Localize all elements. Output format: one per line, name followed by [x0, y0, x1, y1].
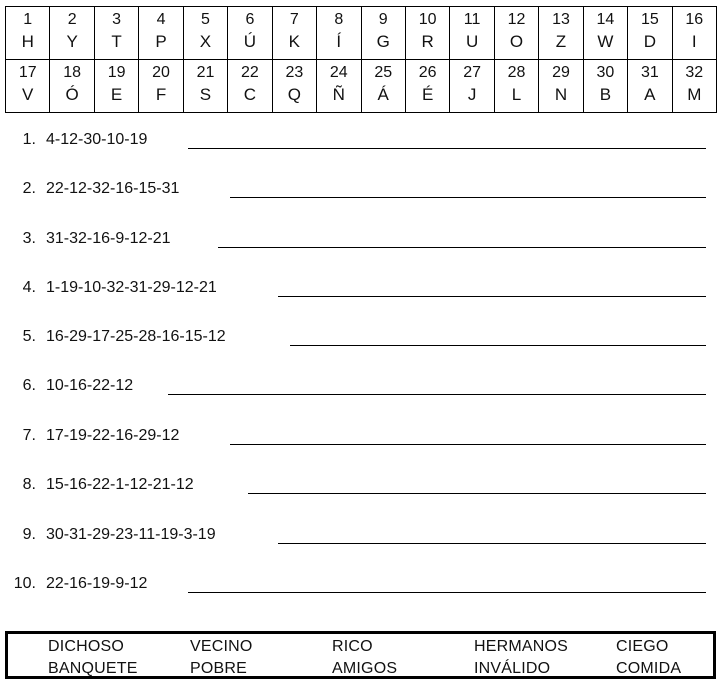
cipher-cell: [361, 7, 405, 60]
cipher-letter: G: [376, 32, 390, 51]
cipher-cell: [139, 7, 183, 60]
cipher-cell: [317, 7, 361, 60]
cipher-letter: S: [199, 85, 212, 104]
word-bank-item: COMIDA: [616, 660, 682, 677]
exercise-code: 16-29-17-25-28-16-15-12: [46, 328, 226, 345]
exercise-code: 15-16-22-1-12-21-12: [46, 476, 194, 493]
exercise-number: 3.: [22, 230, 36, 247]
exercise-code: 4-12-30-10-19: [46, 131, 148, 148]
exercise-code: 17-19-22-16-29-12: [46, 427, 180, 444]
cipher-cell: [94, 7, 138, 60]
cipher-letter: Ú: [243, 32, 257, 51]
cipher-number: 21: [196, 64, 215, 81]
cipher-number: 6: [245, 11, 255, 28]
cipher-letter: H: [21, 32, 34, 51]
answer-line[interactable]: [248, 493, 706, 494]
cipher-cell: [628, 60, 672, 113]
cipher-cell: [361, 60, 405, 113]
cipher-cell: [6, 7, 50, 60]
cipher-cell: [539, 60, 583, 113]
answer-line[interactable]: [218, 247, 706, 248]
cipher-letter: K: [288, 32, 301, 51]
cipher-cell: [583, 7, 627, 60]
cipher-number: 2: [67, 11, 77, 28]
cipher-letter: Z: [555, 32, 567, 51]
cipher-letter: E: [110, 85, 123, 104]
cipher-letter: Ñ: [332, 85, 345, 104]
cipher-number: 9: [378, 11, 388, 28]
exercise-number: 6.: [22, 377, 36, 394]
cipher-letter: D: [643, 32, 656, 51]
word-bank-item: BANQUETE: [48, 660, 138, 677]
cipher-letter: W: [597, 32, 614, 51]
cipher-number: 22: [241, 64, 259, 81]
answer-line[interactable]: [230, 444, 706, 445]
exercise-item: [0, 227, 726, 251]
cipher-letter: Á: [377, 85, 389, 104]
word-bank: [5, 631, 716, 679]
cipher-number: 27: [463, 64, 481, 81]
word-bank-item: INVÁLIDO: [474, 660, 551, 677]
cipher-number: 12: [507, 11, 526, 28]
answer-line[interactable]: [168, 394, 706, 395]
exercise-number: 8.: [22, 476, 36, 493]
exercise-item: [0, 325, 726, 349]
cipher-number: 1: [23, 11, 33, 28]
exercise-item: [0, 374, 726, 398]
word-bank-item: CIEGO: [616, 638, 669, 655]
answer-line[interactable]: [290, 345, 706, 346]
exercise-number: 9.: [22, 526, 36, 543]
cipher-table: [5, 6, 717, 113]
cipher-letter: Y: [66, 32, 78, 51]
cipher-cell: [628, 7, 672, 60]
exercise-code: 10-16-22-12: [46, 377, 134, 394]
exercise-code: 1-19-10-32-31-29-12-21: [46, 279, 217, 296]
cipher-number: 16: [685, 11, 704, 28]
word-bank-item: AMIGOS: [332, 660, 398, 677]
exercise-code: 22-12-32-16-15-31: [46, 180, 180, 197]
cipher-cell: [50, 60, 94, 113]
cipher-cell: [272, 7, 316, 60]
cipher-number: 19: [107, 64, 126, 81]
cipher-letter: M: [687, 85, 702, 104]
exercise-number: 7.: [22, 427, 36, 444]
answer-line[interactable]: [188, 148, 706, 149]
cipher-letter: P: [155, 32, 167, 51]
cipher-letter: V: [22, 85, 34, 104]
cipher-cell: [183, 7, 227, 60]
cipher-letter: É: [421, 85, 434, 104]
cipher-cell: [228, 60, 272, 113]
cipher-cell: [583, 60, 627, 113]
cipher-letter: N: [554, 85, 568, 104]
cipher-cell: [50, 7, 94, 60]
cipher-number: 24: [329, 64, 348, 81]
exercise-item: [0, 128, 726, 152]
cipher-cell: [139, 60, 183, 113]
cipher-cell: [272, 60, 316, 113]
cipher-cell: [317, 60, 361, 113]
answer-line[interactable]: [278, 543, 706, 544]
word-bank-item: POBRE: [190, 660, 248, 677]
exercise-code: 31-32-16-9-12-21: [46, 230, 171, 247]
cipher-cell: [539, 7, 583, 60]
exercise-number: 4.: [22, 279, 36, 296]
answer-line[interactable]: [278, 296, 706, 297]
cipher-cell: [228, 7, 272, 60]
cipher-number: 4: [156, 11, 166, 28]
cipher-letter: C: [243, 85, 257, 104]
exercise-item: [0, 424, 726, 448]
cipher-number: 7: [289, 11, 299, 28]
cipher-cell: [672, 7, 716, 60]
cipher-letter: O: [509, 32, 524, 51]
cipher-number: 23: [285, 64, 304, 81]
cipher-letter: T: [111, 32, 122, 51]
cipher-letter: L: [511, 85, 522, 104]
cipher-cell: [494, 7, 538, 60]
exercise-number: 10.: [13, 575, 36, 592]
cipher-cell: [405, 7, 449, 60]
cipher-number: 10: [418, 11, 437, 28]
cipher-letter: Ó: [65, 85, 79, 104]
cipher-number: 8: [334, 11, 344, 28]
cipher-letter: Q: [287, 85, 301, 104]
cipher-number: 17: [18, 64, 37, 81]
cipher-number: 28: [507, 64, 526, 81]
cipher-cell: [94, 60, 138, 113]
cipher-number: 29: [552, 64, 570, 81]
cipher-number: 15: [640, 11, 659, 28]
word-bank-item: VECINO: [190, 638, 253, 655]
word-bank-item: HERMANOS: [474, 638, 569, 655]
cipher-number: 31: [640, 64, 659, 81]
cipher-number: 5: [201, 11, 210, 28]
cipher-cell: [405, 60, 449, 113]
exercise-item: [0, 276, 726, 300]
cipher-letter: Í: [336, 32, 342, 51]
exercise-item: [0, 177, 726, 201]
cipher-letter: U: [465, 32, 479, 51]
cipher-number: 26: [418, 64, 437, 81]
exercise-code: 30-31-29-23-11-19-3-19: [46, 526, 216, 543]
cipher-cell: [6, 60, 50, 113]
cipher-number: 18: [63, 64, 82, 81]
exercise-item: [0, 572, 726, 596]
cipher-number: 25: [374, 64, 393, 81]
exercise-item: [0, 523, 726, 547]
cipher-letter: R: [421, 32, 434, 51]
answer-line[interactable]: [188, 592, 706, 593]
cipher-number: 3: [112, 11, 122, 28]
exercise-number: 1.: [22, 131, 36, 148]
exercise-number: 2.: [22, 180, 36, 197]
exercise-number: 5.: [22, 328, 36, 345]
cipher-cell: [450, 60, 494, 113]
word-bank-item: RICO: [332, 638, 373, 655]
cipher-cell: [494, 60, 538, 113]
cipher-letter: I: [691, 32, 697, 51]
cipher-number: 32: [685, 64, 704, 81]
cipher-letter: J: [467, 85, 477, 104]
cipher-row-1: [6, 7, 717, 60]
cipher-row-2: [6, 60, 717, 113]
cipher-letter: F: [155, 85, 167, 104]
answer-line[interactable]: [230, 197, 706, 198]
cipher-letter: X: [199, 32, 212, 51]
cipher-number: 11: [463, 11, 481, 28]
cipher-letter: A: [644, 85, 656, 104]
cipher-cell: [450, 7, 494, 60]
cipher-cell: [183, 60, 227, 113]
cipher-number: 14: [596, 11, 615, 28]
exercise-code: 22-16-19-9-12: [46, 575, 148, 592]
exercise-item: [0, 473, 726, 497]
cipher-cell: [672, 60, 716, 113]
word-bank-item: DICHOSO: [48, 638, 125, 655]
cipher-number: 30: [596, 64, 615, 81]
cipher-letter: B: [599, 85, 612, 104]
cipher-number: 13: [552, 11, 570, 28]
cipher-number: 20: [152, 64, 170, 81]
